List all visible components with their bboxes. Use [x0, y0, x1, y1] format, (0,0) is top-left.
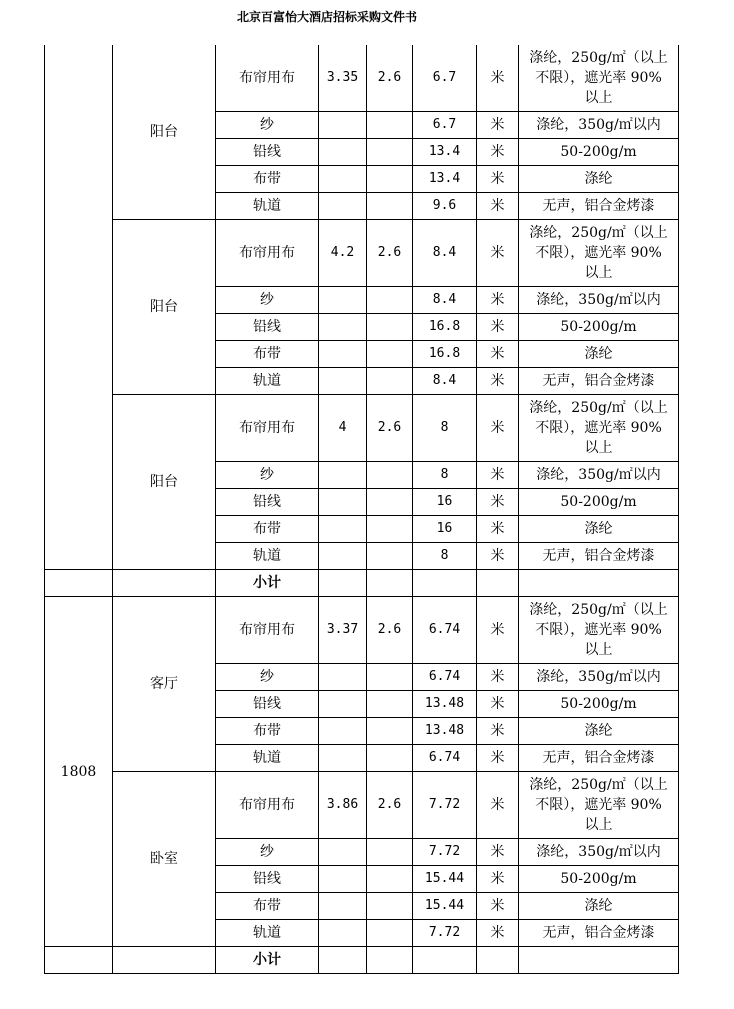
specification-line: 无声，铝合金烤漆 [542, 198, 655, 214]
table-body [45, 45, 679, 974]
item-name-cell: 布带 [216, 341, 319, 368]
quantity-cell: 15.44 [413, 866, 477, 893]
unit-cell: 米 [477, 139, 519, 166]
item-name-cell: 轨道 [216, 920, 319, 947]
quantity-cell: 8 [413, 395, 477, 462]
quantity-cell: 8.4 [413, 368, 477, 395]
specification-cell [519, 893, 679, 920]
specification-line: 无声，铝合金烤漆 [542, 373, 655, 389]
specification-cell [519, 45, 679, 112]
height-cell [367, 112, 413, 139]
specification-line: 以上 [584, 440, 613, 456]
specification-cell [519, 166, 679, 193]
subtotal-row [45, 570, 679, 597]
area-cell: 阳台 [113, 395, 216, 570]
item-name-cell: 轨道 [216, 193, 319, 220]
unit-cell: 米 [477, 839, 519, 866]
specification-cell [519, 139, 679, 166]
specification-line: 涤纶，350g/㎡以内 [536, 844, 661, 860]
quantity-cell: 7.72 [413, 920, 477, 947]
width-cell [319, 516, 367, 543]
quantity-cell: 16 [413, 489, 477, 516]
specification-line: 50-200g/m [560, 871, 637, 887]
height-cell [367, 866, 413, 893]
quantity-cell: 16.8 [413, 341, 477, 368]
unit-cell: 米 [477, 45, 519, 112]
unit-cell: 米 [477, 220, 519, 287]
room-number-cell [45, 45, 113, 570]
unit-cell: 米 [477, 166, 519, 193]
height-cell [367, 368, 413, 395]
item-name-cell: 铅线 [216, 866, 319, 893]
height-cell [367, 664, 413, 691]
item-name-cell: 布帘用布 [216, 597, 319, 664]
room-number-cell: 1808 [45, 597, 113, 947]
unit-cell: 米 [477, 112, 519, 139]
empty-cell [519, 947, 679, 974]
area-cell: 客厅 [113, 597, 216, 772]
specification-line: 涤纶，250g/㎡（以上 [529, 400, 668, 416]
table-row [45, 772, 679, 839]
quantity-cell: 16 [413, 516, 477, 543]
empty-cell [45, 947, 113, 974]
specification-cell [519, 112, 679, 139]
specification-cell [519, 745, 679, 772]
unit-cell: 米 [477, 395, 519, 462]
item-name-cell: 轨道 [216, 543, 319, 570]
width-cell [319, 287, 367, 314]
quantity-cell: 6.74 [413, 597, 477, 664]
specification-line: 涤纶，350g/㎡以内 [536, 292, 661, 308]
item-name-cell: 布帘用布 [216, 220, 319, 287]
height-cell [367, 314, 413, 341]
specification-cell [519, 462, 679, 489]
specification-line: 50-200g/m [560, 319, 637, 335]
height-cell [367, 745, 413, 772]
width-cell: 3.86 [319, 772, 367, 839]
width-cell: 3.37 [319, 597, 367, 664]
specification-line: 不限），遮光率 90% [535, 622, 662, 638]
width-cell [319, 866, 367, 893]
specification-cell [519, 489, 679, 516]
empty-cell [367, 570, 413, 597]
specification-line: 涤纶，350g/㎡以内 [536, 117, 661, 133]
quantity-cell: 7.72 [413, 772, 477, 839]
specification-cell [519, 193, 679, 220]
specification-line: 涤纶，350g/㎡以内 [536, 669, 661, 685]
height-cell: 2.6 [367, 772, 413, 839]
subtotal-label: 小计 [216, 947, 319, 974]
height-cell: 2.6 [367, 45, 413, 112]
item-name-cell: 布带 [216, 718, 319, 745]
empty-cell [477, 947, 519, 974]
item-name-cell: 纱 [216, 462, 319, 489]
specification-line: 50-200g/m [560, 144, 637, 160]
table-row [45, 45, 679, 112]
height-cell [367, 543, 413, 570]
quantity-cell: 13.48 [413, 691, 477, 718]
empty-cell [367, 947, 413, 974]
specification-line: 以上 [584, 265, 613, 281]
unit-cell: 米 [477, 718, 519, 745]
table-row [45, 220, 679, 287]
height-cell [367, 489, 413, 516]
specification-cell [519, 314, 679, 341]
specification-cell [519, 543, 679, 570]
item-name-cell: 布带 [216, 166, 319, 193]
specification-line: 50-200g/m [560, 696, 637, 712]
height-cell [367, 893, 413, 920]
height-cell: 2.6 [367, 220, 413, 287]
unit-cell: 米 [477, 920, 519, 947]
document-title: 北京百富怡大酒店招标采购文件书 [236, 10, 417, 24]
curtain-spec-table [44, 45, 679, 974]
empty-cell [319, 947, 367, 974]
specification-cell [519, 718, 679, 745]
unit-cell: 米 [477, 287, 519, 314]
specification-line: 涤纶，250g/㎡（以上 [529, 777, 668, 793]
empty-cell [113, 570, 216, 597]
unit-cell: 米 [477, 772, 519, 839]
height-cell [367, 839, 413, 866]
unit-cell: 米 [477, 745, 519, 772]
specification-line: 不限），遮光率 90% [535, 245, 662, 261]
table-row [45, 395, 679, 462]
height-cell [367, 516, 413, 543]
quantity-cell: 13.48 [413, 718, 477, 745]
specification-cell [519, 664, 679, 691]
width-cell [319, 112, 367, 139]
quantity-cell: 8 [413, 543, 477, 570]
unit-cell: 米 [477, 543, 519, 570]
quantity-cell: 13.4 [413, 139, 477, 166]
specification-line: 无声，铝合金烤漆 [542, 750, 655, 766]
quantity-cell: 8 [413, 462, 477, 489]
width-cell [319, 139, 367, 166]
height-cell: 2.6 [367, 597, 413, 664]
empty-cell [519, 570, 679, 597]
unit-cell: 米 [477, 893, 519, 920]
quantity-cell: 9.6 [413, 193, 477, 220]
width-cell [319, 920, 367, 947]
unit-cell: 米 [477, 597, 519, 664]
unit-cell: 米 [477, 866, 519, 893]
height-cell [367, 691, 413, 718]
item-name-cell: 轨道 [216, 745, 319, 772]
unit-cell: 米 [477, 341, 519, 368]
specification-cell [519, 597, 679, 664]
height-cell [367, 193, 413, 220]
specification-cell [519, 516, 679, 543]
area-cell: 阳台 [113, 220, 216, 395]
empty-cell [413, 947, 477, 974]
width-cell [319, 893, 367, 920]
specification-cell [519, 341, 679, 368]
item-name-cell: 布帘用布 [216, 45, 319, 112]
specification-cell [519, 368, 679, 395]
subtotal-label: 小计 [216, 570, 319, 597]
quantity-cell: 6.74 [413, 745, 477, 772]
quantity-cell: 8.4 [413, 287, 477, 314]
specification-line: 涤纶 [584, 346, 613, 362]
quantity-cell: 6.7 [413, 45, 477, 112]
table-row [45, 597, 679, 664]
width-cell [319, 745, 367, 772]
item-name-cell: 铅线 [216, 139, 319, 166]
width-cell [319, 664, 367, 691]
specification-line: 不限），遮光率 90% [535, 420, 662, 436]
height-cell [367, 718, 413, 745]
width-cell [319, 839, 367, 866]
specification-line: 涤纶，250g/㎡（以上 [529, 50, 668, 66]
item-name-cell: 铅线 [216, 489, 319, 516]
specification-line: 不限），遮光率 90% [535, 797, 662, 813]
subtotal-row [45, 947, 679, 974]
specification-cell [519, 839, 679, 866]
specification-cell [519, 920, 679, 947]
quantity-cell: 16.8 [413, 314, 477, 341]
area-cell: 阳台 [113, 45, 216, 220]
item-name-cell: 纱 [216, 112, 319, 139]
quantity-cell: 7.72 [413, 839, 477, 866]
unit-cell: 米 [477, 462, 519, 489]
item-name-cell: 纱 [216, 287, 319, 314]
empty-cell [319, 570, 367, 597]
width-cell [319, 368, 367, 395]
item-name-cell: 纱 [216, 839, 319, 866]
specification-cell [519, 866, 679, 893]
specification-line: 以上 [584, 817, 613, 833]
empty-cell [45, 570, 113, 597]
height-cell [367, 287, 413, 314]
height-cell [367, 166, 413, 193]
height-cell [367, 462, 413, 489]
specification-cell [519, 691, 679, 718]
specification-cell [519, 395, 679, 462]
quantity-cell: 6.7 [413, 112, 477, 139]
specification-line: 涤纶，350g/㎡以内 [536, 467, 661, 483]
unit-cell: 米 [477, 516, 519, 543]
specification-line: 以上 [584, 90, 613, 106]
width-cell [319, 314, 367, 341]
unit-cell: 米 [477, 193, 519, 220]
quantity-cell: 6.74 [413, 664, 477, 691]
specification-line: 不限），遮光率 90% [535, 70, 662, 86]
document-header [0, 6, 734, 25]
area-cell: 卧室 [113, 772, 216, 947]
specification-line: 50-200g/m [560, 494, 637, 510]
item-name-cell: 布帘用布 [216, 772, 319, 839]
specification-line: 涤纶，250g/㎡（以上 [529, 225, 668, 241]
unit-cell: 米 [477, 489, 519, 516]
specification-line: 以上 [584, 642, 613, 658]
item-name-cell: 轨道 [216, 368, 319, 395]
specification-cell [519, 220, 679, 287]
width-cell [319, 166, 367, 193]
quantity-cell: 15.44 [413, 893, 477, 920]
specification-cell [519, 772, 679, 839]
unit-cell: 米 [477, 368, 519, 395]
specification-line: 涤纶 [584, 898, 613, 914]
specification-line: 无声，铝合金烤漆 [542, 548, 655, 564]
specification-line: 涤纶 [584, 171, 613, 187]
empty-cell [113, 947, 216, 974]
height-cell [367, 341, 413, 368]
height-cell [367, 139, 413, 166]
item-name-cell: 纱 [216, 664, 319, 691]
width-cell: 3.35 [319, 45, 367, 112]
width-cell: 4.2 [319, 220, 367, 287]
width-cell [319, 691, 367, 718]
unit-cell: 米 [477, 314, 519, 341]
specification-line: 无声，铝合金烤漆 [542, 925, 655, 941]
specification-line: 涤纶，250g/㎡（以上 [529, 602, 668, 618]
width-cell [319, 543, 367, 570]
unit-cell: 米 [477, 664, 519, 691]
specification-cell [519, 287, 679, 314]
empty-cell [477, 570, 519, 597]
specification-line: 涤纶 [584, 723, 613, 739]
width-cell [319, 489, 367, 516]
item-name-cell: 布帘用布 [216, 395, 319, 462]
empty-cell [413, 570, 477, 597]
width-cell: 4 [319, 395, 367, 462]
specification-line: 涤纶 [584, 521, 613, 537]
item-name-cell: 布带 [216, 516, 319, 543]
height-cell: 2.6 [367, 395, 413, 462]
width-cell [319, 718, 367, 745]
quantity-cell: 8.4 [413, 220, 477, 287]
height-cell [367, 920, 413, 947]
item-name-cell: 铅线 [216, 691, 319, 718]
unit-cell: 米 [477, 691, 519, 718]
item-name-cell: 布带 [216, 893, 319, 920]
quantity-cell: 13.4 [413, 166, 477, 193]
width-cell [319, 462, 367, 489]
width-cell [319, 193, 367, 220]
item-name-cell: 铅线 [216, 314, 319, 341]
width-cell [319, 341, 367, 368]
